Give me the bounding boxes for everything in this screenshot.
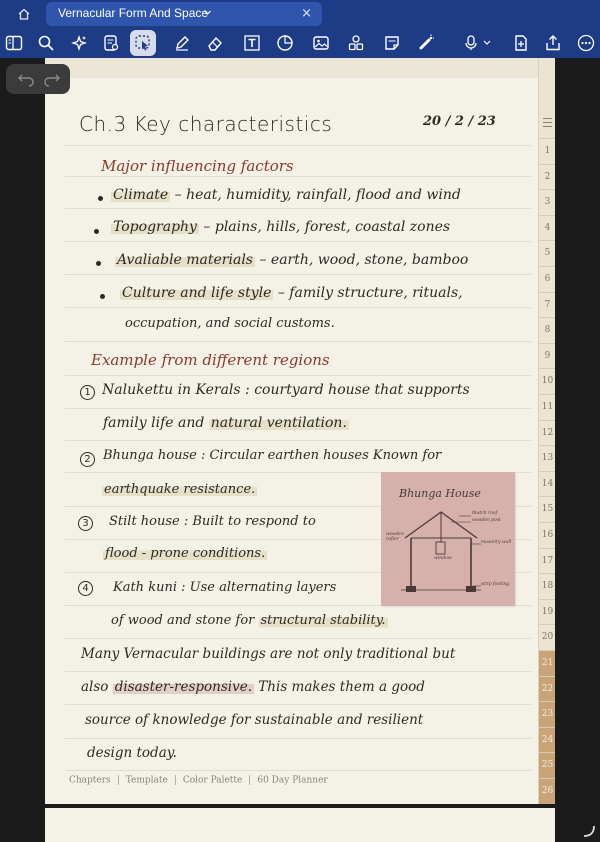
page-tab-10[interactable]: 10	[539, 368, 555, 394]
label-window: window	[434, 556, 452, 561]
page-tab-15[interactable]: 15	[539, 496, 555, 522]
label-wooden-rafter: wooden rafter	[386, 532, 404, 542]
factor-term: Climate	[113, 187, 169, 203]
workspace-margin-left	[0, 58, 45, 842]
page-tab-7[interactable]: 7	[539, 292, 555, 318]
section-title-factors: Major influencing factors	[101, 157, 294, 175]
example-line: Kath kuni : Use alternating layers	[113, 580, 337, 595]
conclusion-highlight: disaster-responsive.	[114, 679, 252, 695]
share-icon[interactable]	[540, 30, 566, 56]
example-text: family life and	[103, 415, 205, 431]
footer-link-template[interactable]: Template	[125, 775, 168, 786]
bullet	[100, 294, 105, 299]
page-tab-1[interactable]: 1	[539, 138, 555, 164]
image-icon[interactable]	[308, 30, 334, 56]
page-tab-13[interactable]: 13	[539, 445, 555, 471]
example-line	[103, 415, 349, 431]
text-recognize-icon[interactable]	[98, 30, 124, 56]
page-heading: Ch.3 Key characteristics	[79, 112, 333, 136]
page-tab-18[interactable]: 18	[539, 573, 555, 599]
number-badge: 4	[78, 581, 93, 596]
more-icon[interactable]	[573, 30, 599, 56]
shapes-icon[interactable]	[272, 30, 298, 56]
page-tab-21[interactable]: 21	[539, 650, 555, 676]
factor-term: Avaliable materials	[117, 252, 253, 268]
example-line	[103, 546, 267, 561]
factor-desc: – family structure, rituals,	[277, 285, 463, 301]
section-title-examples: Example from different regions	[91, 351, 330, 369]
sticker-icon[interactable]	[343, 30, 369, 56]
example-highlight: natural ventilation.	[210, 415, 347, 431]
bullet	[98, 196, 103, 201]
bullet	[94, 229, 99, 234]
example-line	[111, 613, 388, 628]
page-footer-nav	[69, 775, 328, 786]
lasso-icon[interactable]	[130, 30, 156, 56]
page-tab-14[interactable]: 14	[539, 471, 555, 497]
previous-page-edge	[45, 58, 555, 78]
example-text: of wood and stone for	[111, 613, 255, 628]
close-tab-icon[interactable]: ×	[301, 6, 312, 21]
example-line: Nalukettu in Kerals : courtyard house that supports	[102, 382, 470, 398]
page-tab-16[interactable]: 16	[539, 522, 555, 548]
page-tab-2[interactable]: 2	[539, 164, 555, 190]
conclusion-line: design today.	[87, 745, 177, 761]
page-tab-11[interactable]: 11	[539, 394, 555, 420]
page-tab-6[interactable]: 6	[539, 266, 555, 292]
ai-sparkle-icon[interactable]	[66, 30, 92, 56]
conclusion-line	[81, 679, 425, 695]
conclusion-line: source of knowledge for sustainable and resilient	[85, 712, 424, 728]
label-strip-footing: strip footing	[481, 582, 510, 587]
laser-pointer-icon[interactable]	[413, 30, 439, 56]
example-line: Stilt house : Built to respond to	[109, 514, 316, 529]
example-line	[102, 482, 257, 497]
redo-icon[interactable]	[42, 70, 62, 88]
page-tab-4[interactable]: 4	[539, 215, 555, 241]
bullet	[96, 261, 101, 266]
undo-redo-panel	[6, 64, 70, 94]
footer-link-chapters[interactable]: Chapters	[69, 775, 111, 786]
list-item	[111, 187, 461, 203]
home-icon[interactable]	[13, 4, 35, 24]
conclusion-text: also	[81, 679, 109, 695]
resize-corner-icon[interactable]	[582, 824, 596, 838]
sketch-title: Bhunga House	[399, 487, 481, 500]
page-tab-22[interactable]: 22	[539, 676, 555, 702]
tab-title: Vernacular Form And Space	[58, 6, 209, 20]
text-box-icon[interactable]	[239, 30, 265, 56]
factor-desc: – earth, wood, stone, bamboo	[259, 252, 469, 268]
number-badge: 3	[78, 516, 93, 531]
bhunga-house-sketch-image[interactable]	[381, 472, 515, 606]
factor-desc-continued: occupation, and social customs.	[125, 316, 335, 331]
pen-icon[interactable]	[169, 30, 195, 56]
page-tab-17[interactable]: 17	[539, 548, 555, 574]
page-tab-8[interactable]: 8	[539, 317, 555, 343]
toolbar	[0, 28, 600, 58]
label-wooden-post: wooden post	[472, 518, 501, 523]
example-highlight: flood - prone conditions.	[105, 546, 266, 561]
number-badge: 1	[80, 385, 95, 400]
page-tab-24[interactable]: 24	[539, 727, 555, 753]
date-text: 20 / 2 / 23	[423, 114, 496, 129]
factor-desc: – plains, hills, forest, coastal zones	[203, 219, 451, 235]
page-tab-3[interactable]: 3	[539, 189, 555, 215]
number-badge: 2	[80, 452, 95, 467]
eraser-icon[interactable]	[202, 30, 228, 56]
page-tab-5[interactable]: 5	[539, 240, 555, 266]
chevron-down-icon[interactable]	[203, 8, 212, 17]
notebook-page[interactable]	[45, 58, 555, 804]
page-tab-strip	[538, 58, 555, 804]
workspace-margin-right	[555, 58, 600, 842]
add-page-icon[interactable]	[508, 30, 534, 56]
list-item	[115, 252, 468, 268]
page-tab-20[interactable]: 20	[539, 624, 555, 650]
document-tab[interactable]	[46, 2, 322, 26]
footer-link-60-day-planner[interactable]: 60 Day Planner	[257, 775, 328, 786]
sidebar-icon[interactable]	[1, 30, 27, 56]
example-line: Bhunga house : Circular earthen houses Known for	[103, 448, 442, 463]
page-tab-26[interactable]: 26	[539, 778, 555, 804]
page-tab-19[interactable]: 19	[539, 599, 555, 625]
example-highlight: earthquake resistance.	[104, 482, 256, 497]
undo-icon[interactable]	[16, 70, 36, 88]
footer-link-color-palette[interactable]: Color Palette	[182, 775, 243, 786]
menu-lines-icon[interactable]	[543, 118, 552, 130]
tab-bar	[0, 0, 600, 28]
page-tab-12[interactable]: 12	[539, 420, 555, 446]
conclusion-text: This makes them a good	[258, 679, 425, 695]
label-masonry-wall: masonry wall	[481, 540, 512, 545]
list-item	[120, 285, 463, 301]
page-tab-9[interactable]: 9	[539, 343, 555, 369]
microphone-icon[interactable]	[458, 30, 498, 56]
list-item	[111, 219, 450, 235]
example-highlight: structural stability.	[260, 613, 386, 628]
factor-term: Topography	[113, 219, 197, 235]
search-icon[interactable]	[33, 30, 59, 56]
next-notebook-page[interactable]	[45, 808, 555, 842]
factor-term: Culture and life style	[122, 285, 272, 301]
page-tab-23[interactable]: 23	[539, 701, 555, 727]
factor-desc: – heat, humidity, rainfall, flood and wind	[174, 187, 461, 203]
sticky-note-icon[interactable]	[379, 30, 405, 56]
conclusion-line: Many Vernacular buildings are not only traditional but	[81, 646, 456, 662]
label-thatch-roof: thatch roof	[472, 511, 498, 516]
page-tab-25[interactable]: 25	[539, 752, 555, 778]
